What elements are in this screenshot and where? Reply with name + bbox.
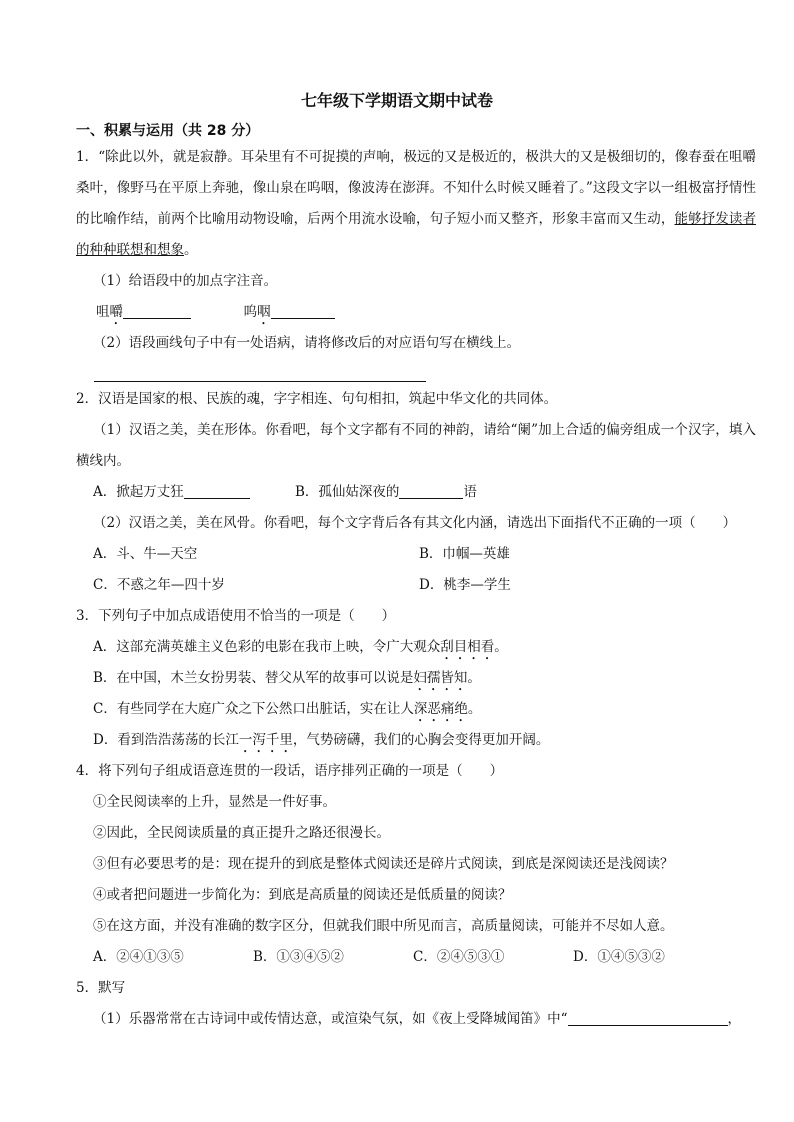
- fill-option-a: [93, 477, 295, 508]
- question-3-option-b[interactable]: [76, 663, 756, 694]
- option-a[interactable]: A．②④①③⑤: [93, 949, 184, 965]
- pinyin-line: [76, 297, 756, 328]
- answer-blank-1[interactable]: [123, 302, 191, 319]
- question-2-options-row1: [76, 539, 756, 570]
- word-2a: 呜: [243, 304, 258, 320]
- sentence-4: ④或者把问题进一步简化为：到底是高质量的阅读还是低质量的阅读？: [93, 887, 512, 903]
- question-3-option-c[interactable]: [76, 694, 756, 725]
- dotted-char-2: 咽: [257, 304, 271, 320]
- sentence-2: ②因此，全民阅读质量的真正提升之路还很漫长。: [93, 825, 390, 841]
- question-1-text: [76, 142, 756, 266]
- option-text: B．在中国，木兰女扮男装、替父从军的故事可以说是: [93, 670, 414, 686]
- option-text: A．这部充满英雄主义色彩的电影在我市上映，令广大观众: [93, 639, 441, 655]
- word-1a: 咀: [96, 304, 110, 320]
- answer-blank-5[interactable]: [568, 1009, 728, 1026]
- answer-blank-3[interactable]: [184, 482, 250, 499]
- page-title: 七年级下学期语文期中试卷: [300, 91, 493, 110]
- questions: [76, 142, 756, 1035]
- question-3-stem: 3．下列句子中加点成语使用不恰当的一项是（ ）: [76, 608, 396, 624]
- option-end: ，气势磅礴，我们的心胸会变得更加开阔。: [292, 732, 550, 748]
- sub1-end: ，: [727, 1011, 741, 1027]
- fill-b-post: 语: [463, 484, 477, 500]
- sentence-1: ①全民阅读率的上升，显然是一件好事。: [93, 794, 336, 810]
- option-end: 。: [494, 639, 508, 655]
- question-3-option-d[interactable]: [76, 725, 756, 756]
- option-end: 。: [467, 670, 481, 686]
- sentence-5: ⑤在这方面，并没有准确的数字区分，但就我们眼中所见而言，高质量阅读，可能并不尽如人意。: [93, 918, 674, 934]
- question-2-sub1: （1）汉语之美，美在形体。你看吧，每个文字都有不同的神韵，请给“阑”加上合适的偏旁组成一个汉字，填入横线内。: [76, 422, 756, 469]
- question-number: 1．: [76, 149, 99, 165]
- option-b[interactable]: B．①③④⑤②: [253, 949, 344, 965]
- question-2-sub2: （2）汉语之美，美在风骨。你看吧，每个文字背后各有其文化内涵，请选出下面指代不正确的一项（ ）: [93, 515, 737, 531]
- fill-a-text: 掀起万丈狂: [116, 484, 184, 500]
- dotted-char-1: 嚼: [109, 304, 123, 320]
- answer-line-1[interactable]: [94, 359, 426, 382]
- sentence-3: ③但有必要思考的是：现在提升的到底是整体式阅读还是碎片式阅读，到底是深阅读还是浅阅读？: [93, 856, 674, 872]
- option-c[interactable]: C．②④⑤③①: [413, 949, 505, 965]
- dotted-idiom: 深恶痛绝: [413, 701, 468, 717]
- question-5-sub1: [76, 1004, 756, 1035]
- dotted-idiom: 一泻千里: [238, 732, 293, 748]
- question-5-stem: 5．默写: [76, 980, 126, 996]
- question-2-options-row2: [76, 570, 756, 601]
- option-label: B．: [295, 484, 319, 500]
- dotted-idiom: 刮目相看: [440, 639, 495, 655]
- section-heading: 一、积累与运用（共 28 分）: [76, 123, 260, 139]
- option-d[interactable]: D．桃李—学生: [419, 577, 511, 593]
- option-text: D．看到浩浩荡荡的长江: [93, 732, 239, 748]
- fill-b-text: 孤仙姑深夜的: [318, 484, 400, 500]
- option-end: 。: [467, 701, 482, 717]
- question-4-stem: 4．将下列句子组成语意连贯的一段话，语序排列正确的一项是（ ）: [76, 763, 504, 779]
- question-1-body: “除此以外，就是寂静。耳朵里有不可捉摸的声响，极远的又是极近的，极洪大的又是极细切的，像春蚕在咀嚼桑叶，像野马在平原上奔驰，像山泉在呜咽，像波涛在澎湃。不知什么时候又睡着了。”这段文字以一组极富抒情性的比喻作结，前两个比喻用动物设喻，后两个用流水设喻，句子短小而又整齐，形象丰富而又生动，: [76, 149, 756, 227]
- fill-option-b: [295, 477, 477, 508]
- dotted-idiom: 妇孺皆知: [413, 670, 468, 686]
- option-c[interactable]: C．不惑之年—四十岁: [93, 577, 225, 593]
- answer-blank-2[interactable]: [271, 302, 335, 319]
- question-1-sub1: （1）给语段中的加点字注音。: [93, 273, 278, 289]
- question-3-option-a[interactable]: [76, 632, 756, 663]
- option-label: A．: [93, 484, 117, 500]
- question-2-stem: 2．汉语是国家的根、民族的魂，字字相连、句句相扣，筑起中华文化的共同体。: [76, 391, 558, 407]
- option-b[interactable]: B．巾帼—英雄: [419, 546, 510, 562]
- question-1-sub2: （2）语段画线句子中有一处语病，请将修改后的对应语句写在横线上。: [93, 335, 521, 351]
- underlined-sentence: 能够抒发读者的种种联想和想象: [76, 211, 757, 258]
- option-text: C．有些同学在大庭广众之下公然口出脏话，实在让人: [93, 701, 414, 717]
- sub1-text: （1）乐器常常在古诗词中或传情达意，或渲染气氛，如《夜上受降城闻笛》中“: [93, 1011, 568, 1027]
- question-2-fill-options: [76, 477, 756, 508]
- question-4-options: [76, 942, 756, 973]
- sentence-end: 。: [184, 242, 198, 258]
- option-a[interactable]: A．斗、牛—天空: [93, 546, 198, 562]
- answer-blank-4[interactable]: [399, 482, 463, 499]
- option-d[interactable]: D．①④⑤③②: [573, 949, 665, 965]
